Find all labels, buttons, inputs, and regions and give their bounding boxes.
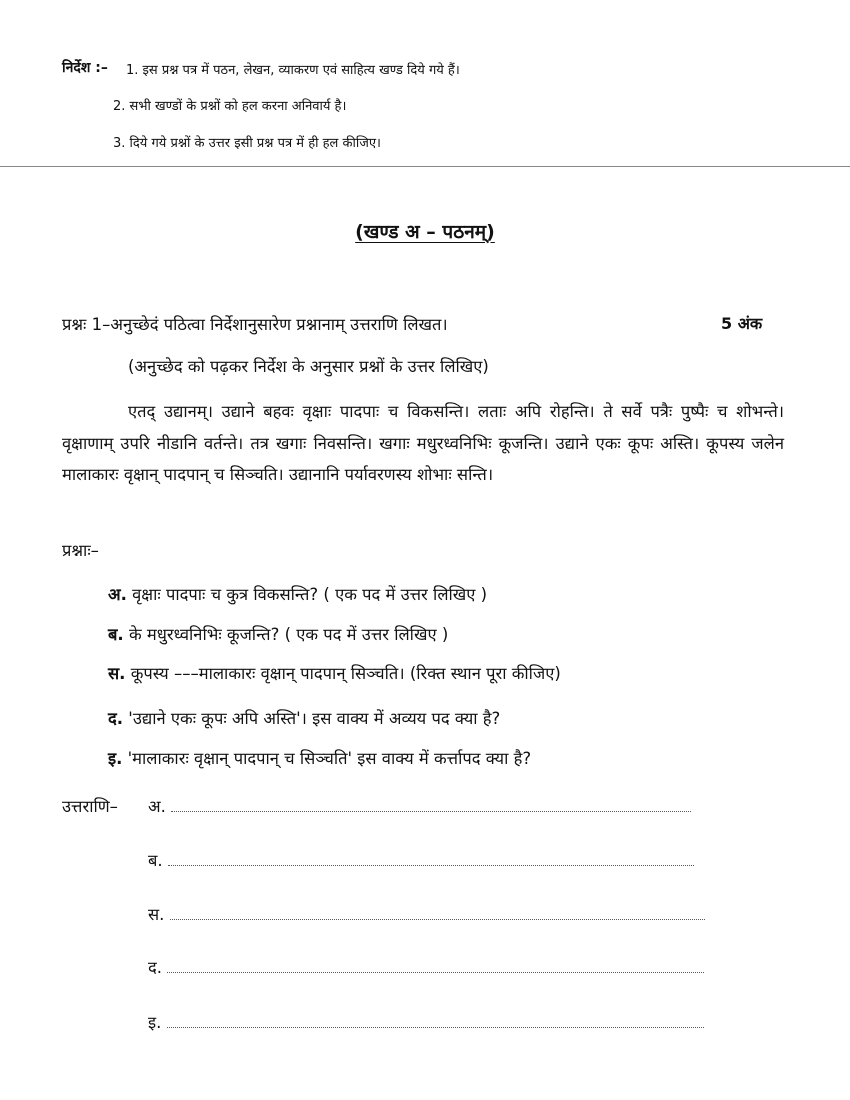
instructions-label: निर्देश :– <box>62 60 108 76</box>
subquestion-letter: ब. <box>108 625 124 644</box>
question-marks: 5 अंक <box>721 314 763 333</box>
answer-blank[interactable] <box>167 1015 704 1028</box>
subquestion-letter: अ. <box>108 585 127 604</box>
section-title: (खण्ड अ – पठनम्) <box>355 221 495 243</box>
subquestion-text: वृक्षाः पादपाः च कुत्र विकसन्ति? ( एक पद में उत्तर लिखिए ) <box>132 585 488 604</box>
subquestion-letter: इ. <box>108 749 123 768</box>
subquestion-d <box>108 706 500 729</box>
subquestion-b <box>108 622 448 645</box>
instruction-item-3: 3. दिये गये प्रश्नों के उत्तर इसी प्रश्न पत्र में ही हल कीजिए। <box>113 136 381 151</box>
subquestion-text: के मधुरध्वनिभिः कूजन्ति? ( एक पद में उत्तर लिखिए ) <box>128 625 449 644</box>
header-divider <box>0 166 850 167</box>
answer-blank[interactable] <box>167 960 704 973</box>
subquestion-a <box>108 582 487 605</box>
subquestion-text: 'मालाकारः वृक्षान् पादपान् च सिञ्चति' इस वाक्य में कर्त्तापद क्या है? <box>127 749 532 768</box>
answer-blank[interactable] <box>171 799 691 812</box>
answer-line-e[interactable] <box>148 1010 704 1033</box>
instruction-item-1: 1. इस प्रश्न पत्र में पठन, लेखन, व्याकरण एवं साहित्य खण्ड दिये गये हैं। <box>126 63 460 78</box>
subquestion-letter: स. <box>108 664 126 683</box>
answer-line-b[interactable] <box>148 848 694 871</box>
answer-letter: स. <box>148 905 165 924</box>
answer-blank[interactable] <box>170 907 705 920</box>
answer-letter: अ. <box>148 797 166 816</box>
subquestion-text: 'उद्याने एकः कूपः अपि अस्ति'। इस वाक्य में अव्यय पद क्या है? <box>128 709 501 728</box>
instruction-item-2: 2. सभी खण्डों के प्रश्नों को हल करना अनिवार्य है। <box>113 99 347 114</box>
passage <box>62 396 784 491</box>
hindi-instruction: (अनुच्छेद को पढ़कर निर्देश के अनुसार प्रश्नों के उत्तर लिखिए) <box>128 357 489 376</box>
subquestion-text: कूपस्य –––मालाकारः वृक्षान् पादपान् सिञ्चति। (रिक्त स्थान पूरा कीजिए) <box>130 664 561 683</box>
answer-letter: इ. <box>148 1013 162 1032</box>
answers-label: उत्तराणि– <box>62 797 118 816</box>
answer-letter: द. <box>148 958 163 977</box>
question-heading: प्रश्नः 1–अनुच्छेदं पठित्वा निर्देशानुसारेण प्रश्नानाम् उत्तराणि लिखत। <box>62 315 448 334</box>
answer-line-a[interactable] <box>148 794 691 817</box>
answer-letter: ब. <box>148 851 163 870</box>
subquestion-e <box>108 746 531 769</box>
answer-blank[interactable] <box>168 853 694 866</box>
passage-text: एतद् उद्यानम्। उद्याने बहवः वृक्षाः पादपाः च विकसन्ति। लताः अपि रोहन्ति। ते सर्वे पत्रैः पुष्पैः च शोभन्ते। वृक्षाणाम् उपरि नीडानि वर्तन्ते। तत्र खगाः निवसन्ति। खगाः मधुरध्वनिभिः कूजन्ति। उद्याने एकः कूपः अस्ति। कूपस्य जलेन मालाकारः वृक्षान् पादपान् च सिञ्चति। उद्यानानि पर्यावरणस्य शोभाः सन्ति। <box>62 402 784 484</box>
answer-line-c[interactable] <box>148 902 705 925</box>
subquestion-letter: द. <box>108 709 124 728</box>
subquestion-c <box>108 661 561 684</box>
answer-line-d[interactable] <box>148 955 704 978</box>
questions-subheading: प्रश्नाः– <box>62 541 99 560</box>
